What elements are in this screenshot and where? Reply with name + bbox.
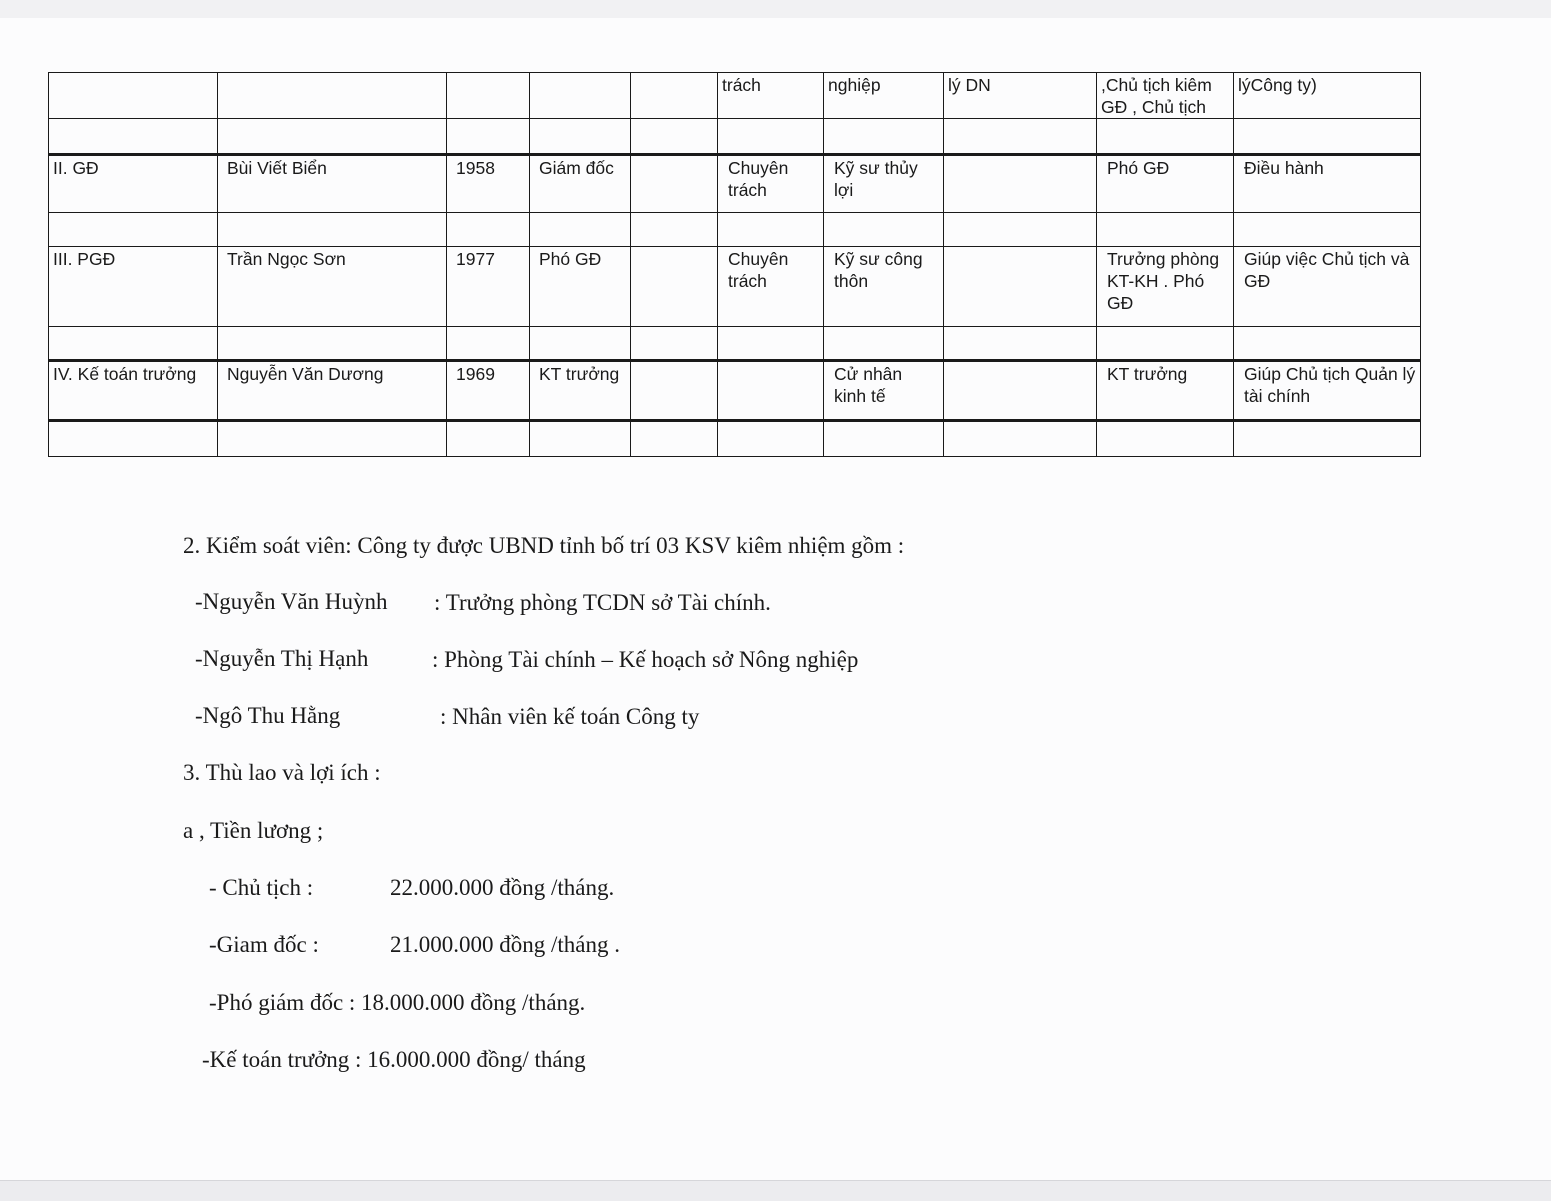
table-cell-birth-year bbox=[447, 327, 530, 361]
salary-label-chairman: - Chủ tịch : bbox=[209, 875, 314, 900]
section-2-heading: 2. Kiểm soát viên: Công ty được UBND tỉnh bố trí 03 KSV kiêm nhiệm gồm : bbox=[183, 533, 905, 558]
table-cell-col5 bbox=[631, 73, 718, 119]
table-cell-position bbox=[49, 73, 218, 119]
table-cell-birth-year: 1969 bbox=[447, 361, 530, 421]
table-cell-duties: lýCông ty) bbox=[1234, 73, 1421, 119]
table-cell-col8 bbox=[944, 361, 1097, 421]
salary-value-director: 21.000.000 đồng /tháng . bbox=[390, 932, 620, 957]
table-cell-col8 bbox=[944, 421, 1097, 457]
table-cell-title: KT trưởng bbox=[530, 361, 631, 421]
table-cell-col8: lý DN bbox=[944, 73, 1097, 119]
salary-value-chairman: 22.000.000 đồng /tháng. bbox=[390, 875, 615, 900]
table-row bbox=[49, 247, 1421, 327]
table-cell-title bbox=[530, 119, 631, 155]
table-cell-duties: Giúp Chủ tịch Quản lý tài chính bbox=[1234, 361, 1421, 421]
table-cell-qualification bbox=[824, 327, 944, 361]
table-cell-birth-year bbox=[447, 421, 530, 457]
table-cell-position bbox=[49, 421, 218, 457]
table-cell-qualification bbox=[824, 119, 944, 155]
table-cell-col5 bbox=[631, 247, 718, 327]
table-cell-position bbox=[49, 119, 218, 155]
table-cell-name bbox=[218, 421, 447, 457]
scan-edge-top bbox=[0, 0, 1551, 18]
table-cell-name bbox=[218, 73, 447, 119]
section-3-heading: 3. Thù lao và lợi ích : bbox=[183, 760, 381, 785]
table-cell-position bbox=[49, 213, 218, 247]
table-cell-prior-role bbox=[1097, 421, 1234, 457]
table-row bbox=[49, 119, 1421, 155]
table-row bbox=[49, 213, 1421, 247]
supervisor-role-3: : Nhân viên kế toán Công ty bbox=[440, 704, 700, 729]
table-cell-duties bbox=[1234, 421, 1421, 457]
table-cell-name: Nguyễn Văn Dương bbox=[218, 361, 447, 421]
table-cell-title bbox=[530, 213, 631, 247]
table-cell-duties bbox=[1234, 213, 1421, 247]
salary-line-chief-accountant: -Kế toán trưởng : 16.000.000 đồng/ tháng bbox=[202, 1047, 586, 1072]
table-cell-title bbox=[530, 421, 631, 457]
table-cell-prior-role bbox=[1097, 213, 1234, 247]
table-cell-qualification: nghiệp bbox=[824, 73, 944, 119]
table-cell-title: Phó GĐ bbox=[530, 247, 631, 327]
table-cell-position: III. PGĐ bbox=[49, 247, 218, 327]
supervisor-role-1: : Trưởng phòng TCDN sở Tài chính. bbox=[434, 590, 771, 615]
table-row bbox=[49, 73, 1421, 119]
table-cell-mode bbox=[718, 327, 824, 361]
table-cell-mode bbox=[718, 361, 824, 421]
table-cell-birth-year: 1977 bbox=[447, 247, 530, 327]
table-row bbox=[49, 155, 1421, 213]
table-row bbox=[49, 361, 1421, 421]
table-cell-prior-role: KT trưởng bbox=[1097, 361, 1234, 421]
table-cell-col8 bbox=[944, 119, 1097, 155]
table-cell-duties: Giúp việc Chủ tịch và GĐ bbox=[1234, 247, 1421, 327]
table-cell-col5 bbox=[631, 421, 718, 457]
table-cell-name: Trần Ngọc Sơn bbox=[218, 247, 447, 327]
table-cell-name bbox=[218, 327, 447, 361]
table-cell-prior-role bbox=[1097, 327, 1234, 361]
salary-label-director: -Giam đốc : bbox=[209, 932, 319, 957]
supervisor-role-2: : Phòng Tài chính – Kế hoạch sở Nông nghiệp bbox=[432, 647, 859, 672]
table-cell-col5 bbox=[631, 119, 718, 155]
table-cell-mode: trách bbox=[718, 73, 824, 119]
table-cell-qualification: Cử nhân kinh tế bbox=[824, 361, 944, 421]
table-cell-col8 bbox=[944, 327, 1097, 361]
table-cell-col5 bbox=[631, 361, 718, 421]
table-cell-position: IV. Kế toán trưởng bbox=[49, 361, 218, 421]
table-row bbox=[49, 327, 1421, 361]
supervisor-name-2: -Nguyễn Thị Hạnh bbox=[195, 646, 369, 671]
supervisor-name-1: -Nguyễn Văn Huỳnh bbox=[195, 589, 388, 614]
table-cell-birth-year: 1958 bbox=[447, 155, 530, 213]
table-cell-mode: Chuyên trách bbox=[718, 247, 824, 327]
table-cell-col5 bbox=[631, 155, 718, 213]
table-cell-birth-year bbox=[447, 73, 530, 119]
table-cell-birth-year bbox=[447, 119, 530, 155]
table-cell-position bbox=[49, 327, 218, 361]
supervisor-name-3: -Ngô Thu Hằng bbox=[195, 703, 341, 728]
table-cell-qualification bbox=[824, 213, 944, 247]
table-cell-title bbox=[530, 73, 631, 119]
table-cell-mode: Chuyên trách bbox=[718, 155, 824, 213]
table-cell-title: Giám đốc bbox=[530, 155, 631, 213]
table-cell-duties: Điều hành bbox=[1234, 155, 1421, 213]
table-cell-prior-role: Trưởng phòng KT-KH . Phó GĐ bbox=[1097, 247, 1234, 327]
table-cell-qualification bbox=[824, 421, 944, 457]
table-cell-col8 bbox=[944, 213, 1097, 247]
table-cell-col8 bbox=[944, 247, 1097, 327]
section-3a-heading: a , Tiền lương ; bbox=[183, 818, 324, 843]
table-cell-mode bbox=[718, 421, 824, 457]
salary-line-deputy: -Phó giám đốc : 18.000.000 đồng /tháng. bbox=[209, 990, 586, 1015]
table-cell-prior-role: Phó GĐ bbox=[1097, 155, 1234, 213]
table-cell-duties bbox=[1234, 327, 1421, 361]
table-cell-col5 bbox=[631, 213, 718, 247]
table-cell-birth-year bbox=[447, 213, 530, 247]
table-cell-name: Bùi Viết Biển bbox=[218, 155, 447, 213]
table-row bbox=[49, 421, 1421, 457]
table-cell-mode bbox=[718, 119, 824, 155]
table-cell-position: II. GĐ bbox=[49, 155, 218, 213]
table-cell-qualification: Kỹ sư thủy lợi bbox=[824, 155, 944, 213]
table-cell-title bbox=[530, 327, 631, 361]
table-cell-name bbox=[218, 119, 447, 155]
table-cell-col8 bbox=[944, 155, 1097, 213]
table-cell-mode bbox=[718, 213, 824, 247]
table-cell-name bbox=[218, 213, 447, 247]
table-cell-duties bbox=[1234, 119, 1421, 155]
table-cell-qualification: Kỹ sư công thôn bbox=[824, 247, 944, 327]
staff-table bbox=[48, 72, 1421, 457]
table-cell-col5 bbox=[631, 327, 718, 361]
scan-edge-bottom bbox=[0, 1180, 1551, 1201]
table-cell-prior-role bbox=[1097, 119, 1234, 155]
table-cell-prior-role: ,Chủ tịch kiêm GĐ , Chủ tịch bbox=[1097, 73, 1234, 119]
